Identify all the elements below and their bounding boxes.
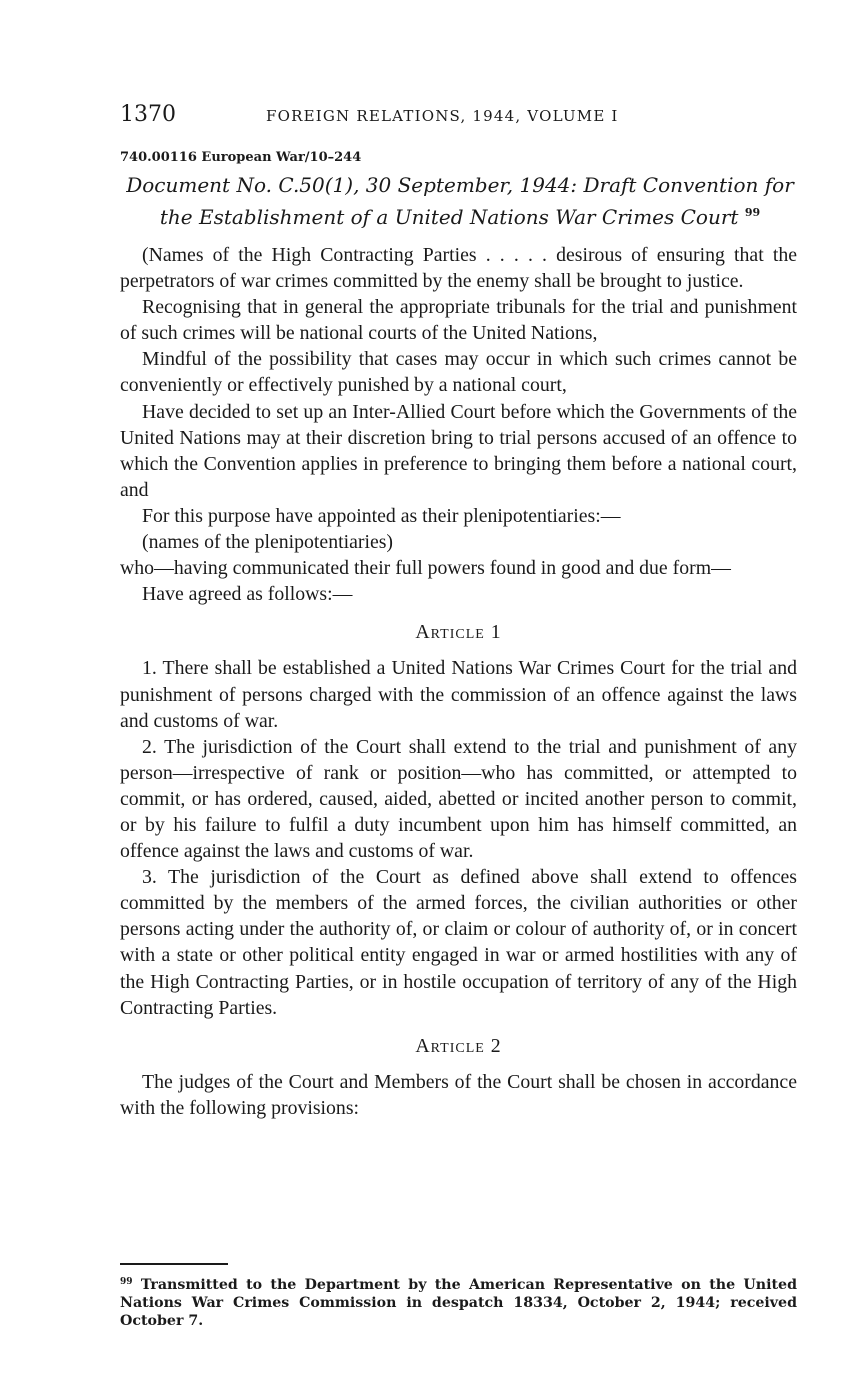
preamble-paragraph: For this purpose have appointed as their plenipotentiaries:— xyxy=(142,504,621,527)
footnote-text: Transmitted to the Department by the American Representative on the United Nations War Crimes Commission in despatch 18334, October 2, 1944; received October 7. xyxy=(120,1277,797,1329)
preamble-paragraph: who—having communicated their full powers found in good and due form— xyxy=(120,557,731,580)
article-2-heading: Article 2 xyxy=(415,1034,502,1057)
page-header xyxy=(120,100,800,132)
preamble-paragraph: Have agreed as follows:— xyxy=(142,583,353,606)
footnote-marker: 99 xyxy=(120,1277,133,1287)
article-1-clause: 2. The jurisdiction of the Court shall extend to the trial and punishment of any person—irrespective of rank or position—who has committed, or attempted to commit, or has ordered, caused, aided, abetted or incited another person to commit, or by his failure to fulfil a duty incumbent upon him has himself committed, an offence against the laws and customs of war. xyxy=(120,735,797,863)
document-title-text: Document No. C.50(1), 30 September, 1944: Draft Convention for the Establishment of a United Nations War Crimes Court xyxy=(126,173,794,229)
document-body xyxy=(120,242,797,1121)
preamble-paragraph: Have decided to set up an Inter-Allied Court before which the Governments of the United Nations may at their discretion bring to trial persons accused of an offence to which the Convention applies in preference to bringing them before a national court, and xyxy=(120,400,797,501)
article-1-heading: Article 1 xyxy=(415,621,502,644)
preamble-paragraph: (names of the plenipotentiaries) xyxy=(142,531,394,554)
file-reference: 740.00116 European War/10–244 xyxy=(120,150,362,165)
article-1-clause: 1. There shall be established a United Nations War Crimes Court for the trial and punishment of persons charged with the commission of an offence against the laws and customs of war. xyxy=(120,657,797,732)
preamble-paragraph: Mindful of the possibility that cases may occur in which such crimes cannot be conveniently or effectively punished by a national court, xyxy=(120,348,797,397)
document-title xyxy=(120,172,800,231)
preamble-paragraph: (Names of the High Contracting Parties . . . . . desirous of ensuring that the perpetrators of war crimes committed by the enemy shall be brought to justice. xyxy=(120,244,797,293)
preamble-paragraph: Recognising that in general the appropriate tribunals for the trial and punishment of such crimes will be national courts of the United Nations, xyxy=(120,296,797,345)
article-2-clause: The judges of the Court and Members of the Court shall be chosen in accordance with the following provisions: xyxy=(120,1070,797,1119)
page-number: 1370 xyxy=(120,102,176,127)
title-footnote-marker: 99 xyxy=(744,206,761,219)
footnote xyxy=(120,1273,797,1330)
running-head: FOREIGN RELATIONS, 1944, VOLUME I xyxy=(266,107,619,125)
footnote-divider xyxy=(120,1263,228,1265)
article-1-clause: 3. The jurisdiction of the Court as defined above shall extend to offences committed by the members of the armed forces, the civilian authorities or other persons acting under the authority of, or claim or colour of authority of, or in concert with a state or other political entity engaged in war or armed hostilities with any of the High Contracting Parties, or in hostile occupation of territory of any of the High Contracting Parties. xyxy=(120,866,797,1019)
